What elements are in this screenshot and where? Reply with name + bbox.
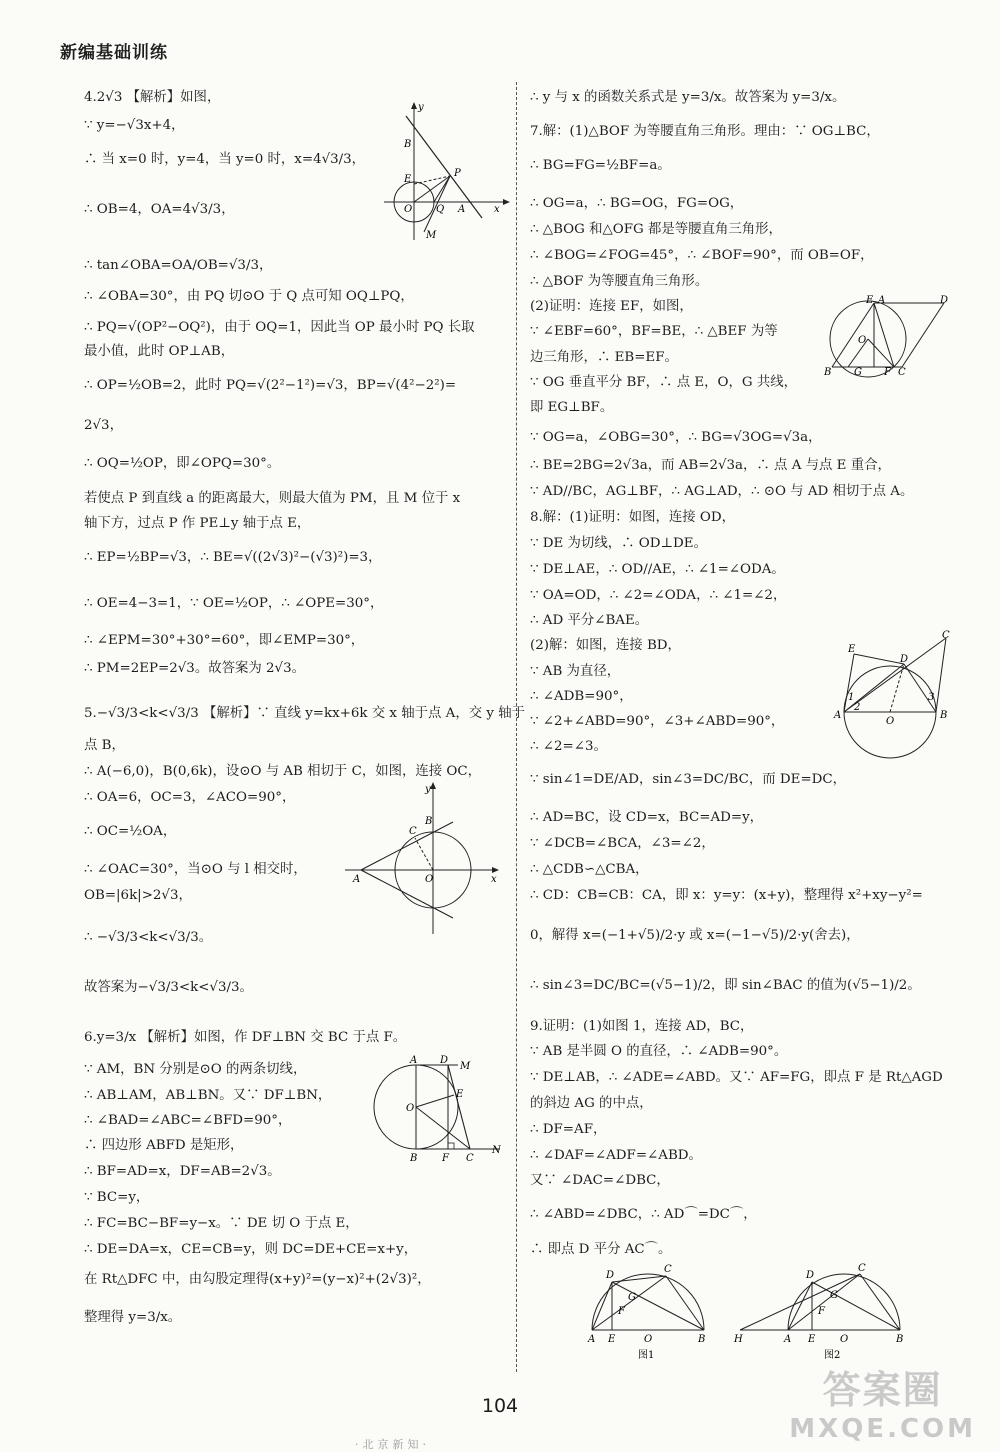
svg-text:B: B <box>698 1334 706 1345</box>
svg-text:A: A <box>458 204 466 215</box>
right-text-line: ∵ ∠DCB=∠BCA，∠3=∠2， <box>530 836 715 851</box>
right-text-line: ∴ sin∠3=DC/BC=(√5−1)/2，即 sin∠BAC 的值为(√5−1)/2。 <box>530 978 921 993</box>
left-text-line: ∴ OE=4−3=1，∵ OE=½OP，∴ ∠OPE=30°， <box>84 596 384 611</box>
svg-text:O: O <box>840 1334 849 1345</box>
left-text-line: 5.−√3/3<k<√3/3 【解析】∵ 直线 y=kx+6k 交 x 轴于点 A，交 y 轴于 <box>84 706 525 721</box>
left-text-line: 最小值，此时 OP⊥AB， <box>84 344 235 359</box>
svg-text:B: B <box>425 816 433 827</box>
right-text-line: 边三角形，∴ EB=EF。 <box>530 350 678 365</box>
svg-text:P: P <box>454 168 461 179</box>
left-text-line: 故答案为−√3/3<k<√3/3。 <box>84 980 253 995</box>
left-text-line: ∵ AM，BN 分别是⊙O 的两条切线， <box>84 1062 307 1077</box>
right-text-line: ∵ AB 是半圆 O 的直径，∴ ∠ADB=90°。 <box>530 1044 788 1059</box>
svg-text:B: B <box>404 139 412 150</box>
right-text-line: ∴ CD：CB=CB：CA，即 x：y=y：(x+y)，整理得 x²+xy−y²= <box>530 888 923 903</box>
svg-text:D: D <box>806 1270 815 1281</box>
right-text-line: ∴ BG=FG=½BF=a。 <box>530 158 671 173</box>
svg-text:C: C <box>409 826 417 837</box>
figure-8-semicircle-tangent <box>830 628 960 768</box>
right-text-line: ∵ DE⊥AE，∴ OD//AE，∴ ∠1=∠ODA。 <box>530 562 785 577</box>
left-text-line: ∴ A(−6,0)，B(0,6k)，设⊙O 与 AB 相切于 C，如图，连接 OC， <box>84 764 482 779</box>
right-text-line: 的斜边 AG 的中点， <box>530 1096 653 1111</box>
svg-text:1: 1 <box>848 692 855 703</box>
left-text-line: ∴ OP=½OB=2，此时 PQ=√(2²−1²)=√3，BP=√(4²−2²)= <box>84 378 457 393</box>
left-text-line: ∴ BF=AD=x，DF=AB=2√3。 <box>84 1164 281 1179</box>
right-text-line: 0，解得 x=(−1+√5)/2·y 或 x=(−1−√5)/2·y(舍去)， <box>530 928 860 943</box>
right-text-line: ∴ △BOG 和△OFG 都是等腰直角三角形， <box>530 222 782 237</box>
svg-text:A: A <box>878 295 886 306</box>
column-divider <box>516 82 517 1372</box>
svg-text:E: E <box>848 644 856 655</box>
figure-9-2-labels <box>733 1263 903 1361</box>
svg-text:G: G <box>830 1290 838 1301</box>
left-text-line: ∴ PQ=√(OP²−OQ²)，由于 OQ=1，因此当 OP 最小时 PQ 长取 <box>84 320 475 335</box>
svg-text:E: E <box>808 1334 816 1345</box>
right-text-line: ∵ DE 为切线，∴ OD⊥DE。 <box>530 536 707 551</box>
watermark-line2: MXQE.COM <box>789 1414 976 1444</box>
left-text-line: ∴ AB⊥AM，AB⊥BN。又∵ DF⊥BN， <box>84 1088 332 1103</box>
right-text-line: 8.解：(1)证明：如图，连接 OD， <box>530 510 736 525</box>
left-text-line: ∴ ∠OBA=30°，由 PQ 切⊙O 于 Q 点可知 OQ⊥PQ， <box>84 289 414 304</box>
right-text-line: 9.证明：(1)如图 1，连接 AD，BC， <box>530 1019 754 1034</box>
watermark-line1: 答案圈 <box>822 1368 943 1412</box>
figure-7-labels <box>823 295 948 378</box>
left-text-line: ∴ ∠EPM=30°+30°=60°，即∠EMP=30°， <box>84 633 365 648</box>
left-text-line: ∴ ∠BAD=∠ABC=∠BFD=90°， <box>84 1113 292 1128</box>
footer-faint-text: ·北京新知· <box>355 1438 430 1451</box>
svg-text:B: B <box>410 1153 418 1164</box>
svg-text:D: D <box>900 654 909 665</box>
svg-text:M: M <box>426 230 437 241</box>
right-text-line: ∴ BE=2BG=2√3a，而 AB=2√3a，∴ 点 A 与点 E 重合， <box>530 458 891 473</box>
svg-text:O: O <box>886 716 895 727</box>
left-text-line: ∴ tan∠OBA=OA/OB=√3/3， <box>84 258 273 273</box>
figure-5-tangent-diagram <box>345 778 505 938</box>
svg-text:O: O <box>644 1334 653 1345</box>
svg-text:G: G <box>628 1292 636 1303</box>
left-text-line: 4.2√3 【解析】如图， <box>84 90 221 105</box>
figure-4-coordinate-diagram <box>382 100 512 245</box>
svg-text:y: y <box>418 102 424 113</box>
left-text-line: ∴ −√3/3<k<√3/3。 <box>84 930 213 945</box>
svg-text:D: D <box>440 1055 449 1066</box>
page-header: 新编基础训练 <box>60 43 168 63</box>
left-text-line: OB=|6k|>2√3， <box>84 888 192 903</box>
svg-text:A: A <box>588 1334 596 1345</box>
right-text-line: ∵ OG 垂直平分 BF，∴ 点 E，O，G 共线， <box>530 375 798 390</box>
svg-text:F: F <box>884 367 891 378</box>
right-text-line: ∴ ∠BOG=∠FOG=45°，∴ ∠BOF=90°，而 OB=OF， <box>530 248 874 263</box>
right-text-line: 即 EG⊥BF。 <box>530 400 614 415</box>
left-text-line: 若使点 P 到直线 a 的距离最大，则最大值为 PM，且 M 位于 x <box>84 491 461 506</box>
right-text-line: ∵ DE⊥AB，∴ ∠ADE=∠ABD。又∵ AF=FG，即点 F 是 Rt△AGD <box>530 1070 943 1085</box>
right-text-line: (2)解：如图，连接 BD， <box>530 638 681 653</box>
svg-text:O: O <box>404 204 413 215</box>
left-text-line: ∵ y=−√3x+4， <box>84 118 185 133</box>
svg-text:B: B <box>940 710 948 721</box>
left-text-line: ∴ DE=DA=x，CE=CB=y，则 DC=DE+CE=x+y， <box>84 1242 418 1257</box>
svg-text:E: E <box>456 1089 464 1100</box>
left-text-line: ∵ BC=y， <box>84 1190 150 1205</box>
figure-9-1-semicircle <box>582 1262 712 1362</box>
right-text-line: ∴ △CDB∽△CBA， <box>530 862 649 877</box>
page-number: 104 <box>481 1395 519 1417</box>
left-text-line: ∴ EP=½BP=√3，∴ BE=√((2√3)²−(√3)²)=3， <box>84 550 382 565</box>
svg-text:C: C <box>942 630 950 641</box>
right-text-line: 7.解：(1)△BOF 为等腰直角三角形。理由：∵ OG⊥BC， <box>530 124 880 139</box>
svg-text:D: D <box>606 1270 615 1281</box>
svg-text:x: x <box>494 204 500 215</box>
svg-text:C: C <box>898 367 906 378</box>
left-text-line: ∴ FC=BC−BF=y−x。∵ DE 切 O 于点 E， <box>84 1216 359 1231</box>
svg-text:2: 2 <box>854 702 861 713</box>
left-text-line: ∴ 四边形 ABFD 是矩形， <box>84 1138 244 1153</box>
right-text-line: ∴ ∠ADB=90°， <box>530 689 633 704</box>
svg-text:F: F <box>442 1153 449 1164</box>
figure-9-2-semicircle <box>732 1262 912 1362</box>
figure-9-2-caption: 图2 <box>824 1350 841 1361</box>
left-text-line: 2√3， <box>84 418 123 433</box>
svg-text:B: B <box>896 1334 904 1345</box>
right-text-line: ∴ DF=AF， <box>530 1122 607 1137</box>
svg-text:D: D <box>940 295 949 306</box>
left-text-line: 轴下方，过点 P 作 PE⊥y 轴于点 E， <box>84 516 311 531</box>
svg-text:C: C <box>858 1263 866 1274</box>
right-text-line: ∴ ∠DAF=∠ADF=∠ABD。 <box>530 1148 702 1163</box>
figure-6-circle-trapezoid <box>372 1055 507 1165</box>
right-text-line: ∴ ∠ABD=∠DBC，∴ AD⌒=DC⌒， <box>530 1207 757 1222</box>
right-text-line: 又∵ ∠DAC=∠DBC， <box>530 1173 670 1188</box>
right-text-line: ∵ OG=a，∠OBG=30°，∴ BG=√3OG=√3a， <box>530 430 822 445</box>
figure-9-1-caption: 图1 <box>638 1350 655 1361</box>
svg-text:N: N <box>492 1145 501 1156</box>
svg-text:E: E <box>404 174 412 185</box>
svg-text:G: G <box>854 367 862 378</box>
right-text-line: ∵ OA=OD，∴ ∠2=∠ODA，∴ ∠1=∠2， <box>530 588 787 603</box>
svg-text:F: F <box>818 1306 825 1317</box>
svg-text:B: B <box>824 367 832 378</box>
left-text-line: ∴ OB=4，OA=4√3/3， <box>84 202 235 217</box>
right-text-line: ∴ AD 平分∠BAE。 <box>530 613 649 628</box>
left-text-line: 整理得 y=3/x。 <box>84 1310 182 1325</box>
right-text-line: ∵ AB 为直径， <box>530 664 621 679</box>
right-text-line: ∵ ∠2+∠ABD=90°，∠3+∠ABD=90°， <box>530 714 785 729</box>
svg-text:E: E <box>866 295 874 306</box>
svg-text:A: A <box>410 1055 418 1066</box>
svg-text:O: O <box>406 1103 415 1114</box>
svg-text:Q: Q <box>436 204 445 215</box>
left-text-line: 6.y=3/x 【解析】如图，作 DF⊥BN 交 BC 于点 F。 <box>84 1030 407 1045</box>
left-text-line: ∴ OQ=½OP，即∠OPQ=30°。 <box>84 456 281 471</box>
svg-text:x: x <box>491 874 497 885</box>
left-text-line: ∴ PM=2EP=2√3。故答案为 2√3。 <box>84 661 305 676</box>
right-text-line: ∵ AD//BC，AG⊥BF，∴ AG⊥AD，∴ ⊙O 与 AD 相切于点 A。 <box>530 484 914 499</box>
svg-text:C: C <box>466 1153 474 1164</box>
right-text-line: ∴ △BOF 为等腰直角三角形。 <box>530 274 709 289</box>
svg-text:A: A <box>353 874 361 885</box>
figure-7-circle-parallelogram <box>818 295 953 380</box>
left-text-line: ∴ 当 x=0 时，y=4，当 y=0 时，x=4√3/3， <box>84 152 366 167</box>
svg-text:y: y <box>425 784 431 795</box>
svg-text:A: A <box>834 710 842 721</box>
watermark-logo <box>789 1359 976 1444</box>
svg-text:O: O <box>425 874 434 885</box>
right-text-line: ∴ OG=a，∴ BG=OG，FG=OG， <box>530 196 744 211</box>
svg-text:M: M <box>460 1061 471 1072</box>
svg-text:C: C <box>664 1264 672 1275</box>
left-text-line: ∴ OC=½OA， <box>84 824 177 839</box>
right-text-line: (2)证明：连接 EF，如图， <box>530 299 693 314</box>
right-text-line: ∴ 即点 D 平分 AC⌒。 <box>530 1242 672 1257</box>
left-text-line: 在 Rt△DFC 中，由勾股定理得(x+y)²=(y−x)²+(2√3)²， <box>84 1272 431 1287</box>
left-text-line: ∴ OA=6，OC=3，∠ACO=90°， <box>84 790 296 805</box>
right-text-line: ∵ sin∠1=DE/AD，sin∠3=DC/BC，而 DE=DC， <box>530 772 847 787</box>
right-text-line: ∴ ∠2=∠3。 <box>530 739 607 754</box>
svg-text:H: H <box>734 1334 743 1345</box>
svg-text:F: F <box>618 1306 625 1317</box>
right-text-line: ∴ AD=BC，设 CD=x，BC=AD=y， <box>530 810 764 825</box>
left-text-line: 点 B， <box>84 738 125 753</box>
svg-text:O: O <box>858 335 867 346</box>
svg-text:A: A <box>784 1334 792 1345</box>
right-text-line: ∴ y 与 x 的函数关系式是 y=3/x。故答案为 y=3/x。 <box>530 90 846 105</box>
svg-text:3: 3 <box>928 692 935 703</box>
left-text-line: ∴ ∠OAC=30°，当⊙O 与 l 相交时， <box>84 862 307 877</box>
right-text-line: ∵ ∠EBF=60°，BF=BE，∴ △BEF 为等 <box>530 324 778 339</box>
svg-text:E: E <box>608 1334 616 1345</box>
figure-4-labels <box>403 102 500 241</box>
